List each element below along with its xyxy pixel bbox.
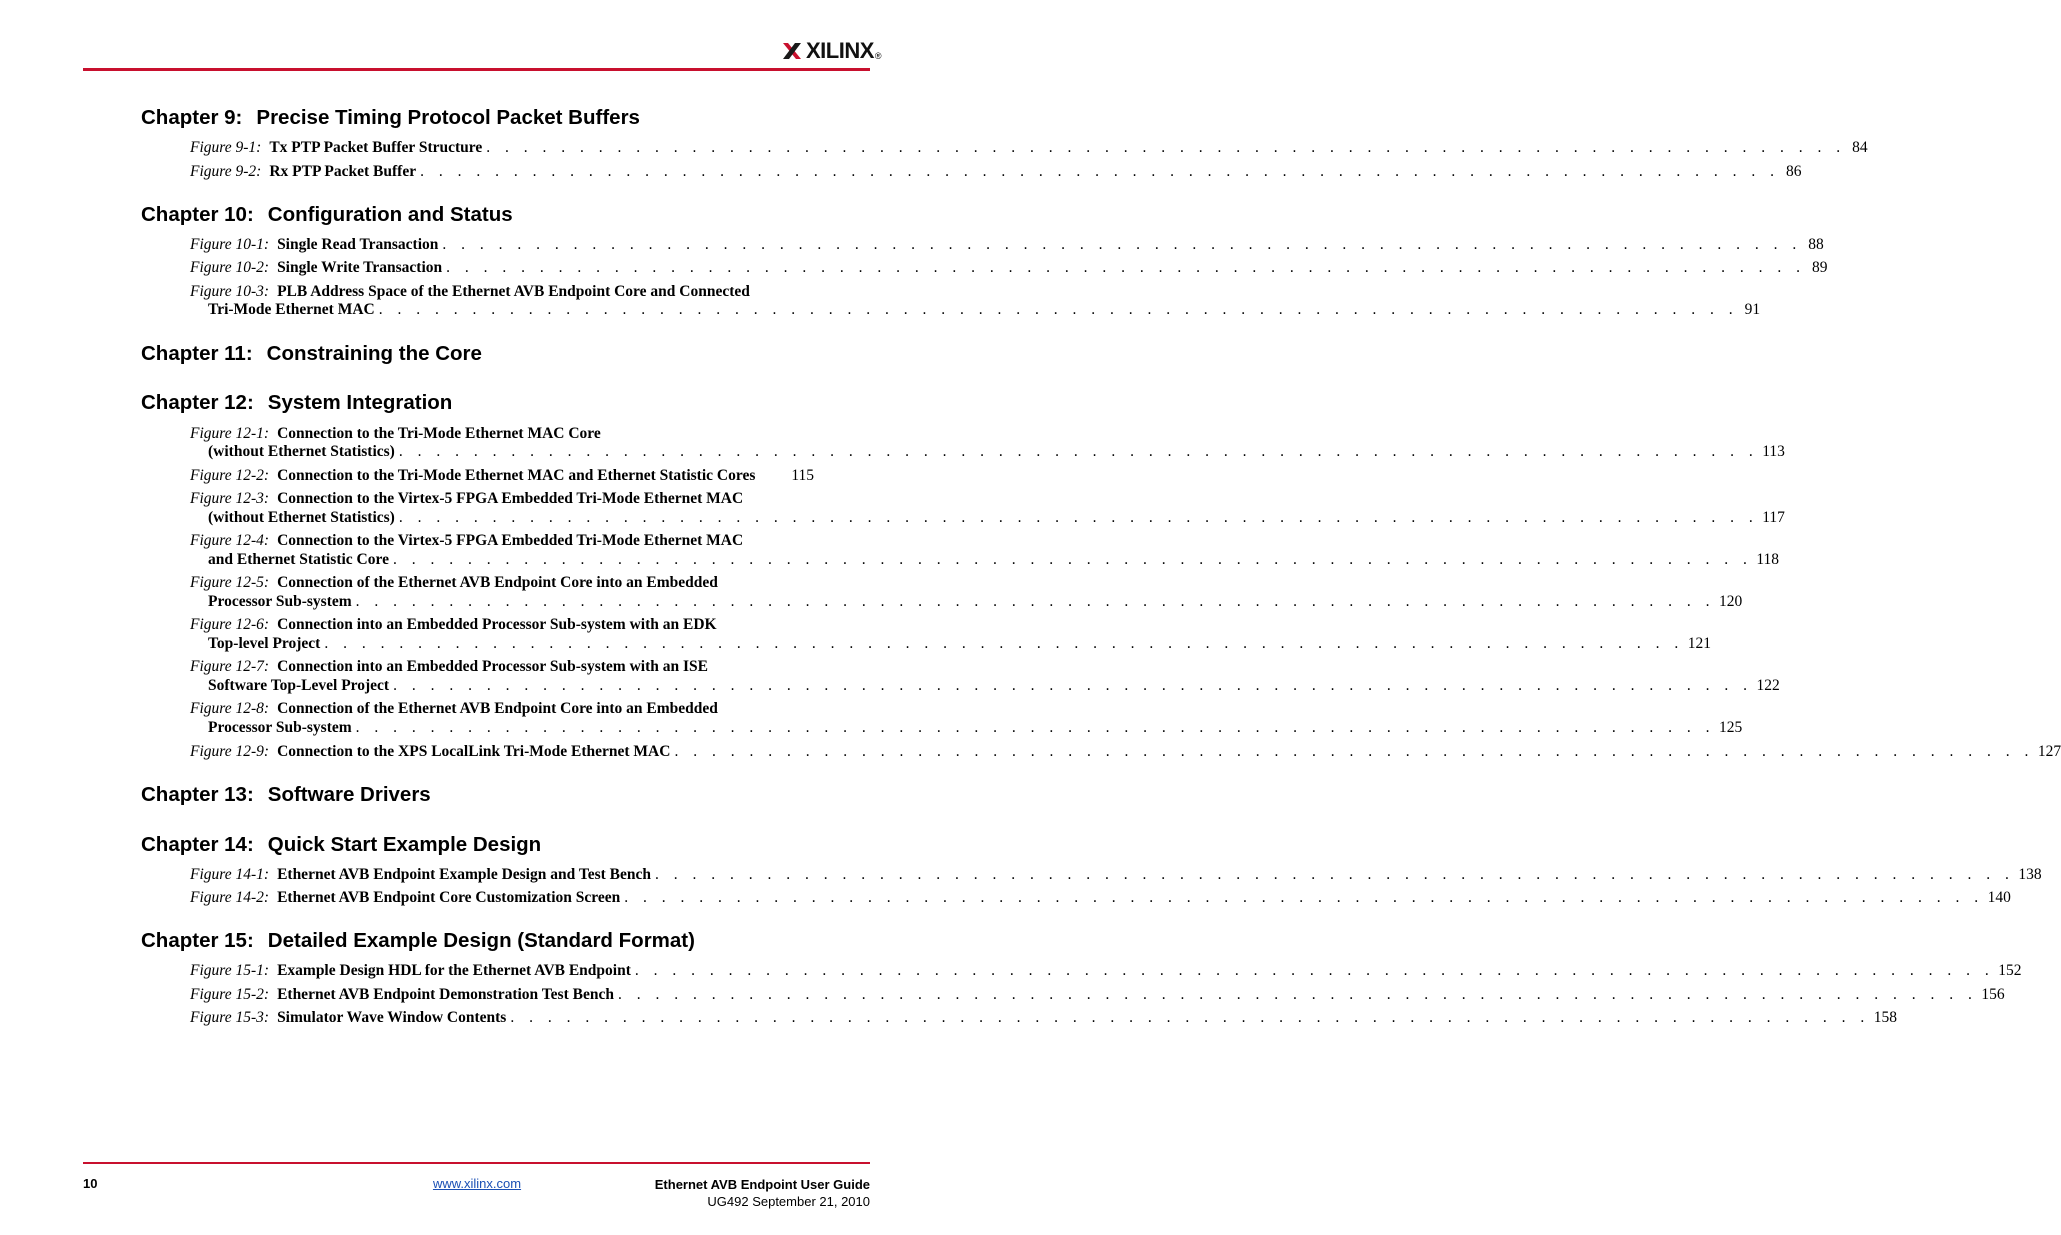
doc-id: UG492 September 21, 2010 [707, 1194, 870, 1209]
guide-title: Ethernet AVB Endpoint User Guide [654, 1177, 870, 1192]
chapter-heading: Chapter 10: Configuration and Status [141, 203, 513, 226]
toc-entry[interactable]: Figure 10-1: Single Read Transaction . . . . . . . . . . . . . . . . . . . . . . . . . . . . . . . . . . . . . . . . . . . . . . . . . . . . . . . . . . . . . . . . . . . . . . . . . 88 [190, 236, 1824, 253]
xilinx-logo [782, 38, 882, 64]
page-number: 10 [83, 1176, 98, 1191]
logo-registered-mark: ® [874, 51, 882, 61]
toc-entry[interactable]: Figure 15-1: Example Design HDL for the Ethernet AVB Endpoint . . . . . . . . . . . . . . . . . . . . . . . . . . . . . . . . . . . . . . . . . . . . . . . . . . . . . . . . . . . . . . . . . . . . . . . . . 152 [190, 962, 2022, 979]
toc-entry[interactable]: Figure 15-3: Simulator Wave Window Contents . . . . . . . . . . . . . . . . . . . . . . . . . . . . . . . . . . . . . . . . . . . . . . . . . . . . . . . . . . . . . . . . . . . . . . . . . 158 [190, 1009, 1897, 1026]
toc-entry[interactable]: Figure 12-5: Connection of the Ethernet AVB Endpoint Core into an Embedded [190, 574, 718, 591]
toc-entry[interactable]: Figure 10-2: Single Write Transaction . . . . . . . . . . . . . . . . . . . . . . . . . . . . . . . . . . . . . . . . . . . . . . . . . . . . . . . . . . . . . . . . . . . . . . . . . 89 [190, 259, 1828, 276]
toc-entry-continuation[interactable]: Software Top-Level Project . . . . . . . . . . . . . . . . . . . . . . . . . . . . . . . . . . . . . . . . . . . . . . . . . . . . . . . . . . . . . . . . . . . . . . . . . 122 [208, 677, 1780, 694]
toc-entry[interactable]: Figure 14-1: Ethernet AVB Endpoint Example Design and Test Bench . . . . . . . . . . . . . . . . . . . . . . . . . . . . . . . . . . . . . . . . . . . . . . . . . . . . . . . . . . . . . . . . . . . . . . . . . 138 [190, 866, 2042, 883]
chapter-heading: Chapter 11: Constraining the Core [141, 342, 482, 365]
toc-entry[interactable]: Figure 12-1: Connection to the Tri-Mode Ethernet MAC Core [190, 425, 601, 442]
website-link-text[interactable]: www.xilinx.com [432, 1176, 522, 1191]
toc-entry[interactable]: Figure 12-9: Connection to the XPS LocalLink Tri-Mode Ethernet MAC . . . . . . . . . . . . . . . . . . . . . . . . . . . . . . . . . . . . . . . . . . . . . . . . . . . . . . . . . . . . . . . . . . . . . . . . . 127 [190, 743, 2061, 760]
toc-entry[interactable]: Figure 12-3: Connection to the Virtex-5 FPGA Embedded Tri-Mode Ethernet MAC [190, 490, 744, 507]
toc-entry-continuation[interactable]: and Ethernet Statistic Core . . . . . . . . . . . . . . . . . . . . . . . . . . . . . . . . . . . . . . . . . . . . . . . . . . . . . . . . . . . . . . . . . . . . . . . . . 118 [208, 551, 1780, 568]
toc-entry[interactable]: Figure 14-2: Ethernet AVB Endpoint Core Customization Screen . . . . . . . . . . . . . . . . . . . . . . . . . . . . . . . . . . . . . . . . . . . . . . . . . . . . . . . . . . . . . . . . . . . . . . . . . 140 [190, 889, 2011, 906]
toc-entry[interactable]: Figure 9-1: Tx PTP Packet Buffer Structure . . . . . . . . . . . . . . . . . . . . . . . . . . . . . . . . . . . . . . . . . . . . . . . . . . . . . . . . . . . . . . . . . . . . . . . . . 84 [190, 139, 1868, 156]
logo-text: XILINX [806, 38, 874, 63]
chapter-heading: Chapter 15: Detailed Example Design (Standard Format) [141, 929, 695, 952]
toc-entry[interactable]: Figure 12-7: Connection into an Embedded Processor Sub-system with an ISE [190, 658, 708, 675]
chapter-heading: Chapter 12: System Integration [141, 391, 453, 414]
toc-entry[interactable]: Figure 12-4: Connection to the Virtex-5 FPGA Embedded Tri-Mode Ethernet MAC [190, 532, 744, 549]
xilinx-x-icon [782, 41, 802, 61]
toc-entry[interactable]: Figure 12-6: Connection into an Embedded Processor Sub-system with an EDK [190, 616, 717, 633]
toc-entry-continuation[interactable]: Tri-Mode Ethernet MAC . . . . . . . . . . . . . . . . . . . . . . . . . . . . . . . . . . . . . . . . . . . . . . . . . . . . . . . . . . . . . . . . . . . . . . . . . 91 [208, 301, 1761, 318]
toc-entry[interactable]: Figure 9-2: Rx PTP Packet Buffer . . . . . . . . . . . . . . . . . . . . . . . . . . . . . . . . . . . . . . . . . . . . . . . . . . . . . . . . . . . . . . . . . . . . . . . . . 86 [190, 163, 1802, 180]
toc-entry[interactable]: Figure 15-2: Ethernet AVB Endpoint Demonstration Test Bench . . . . . . . . . . . . . . . . . . . . . . . . . . . . . . . . . . . . . . . . . . . . . . . . . . . . . . . . . . . . . . . . . . . . . . . . . 156 [190, 986, 2005, 1003]
toc-entry-continuation[interactable]: Processor Sub-system . . . . . . . . . . . . . . . . . . . . . . . . . . . . . . . . . . . . . . . . . . . . . . . . . . . . . . . . . . . . . . . . . . . . . . . . . 120 [208, 593, 1743, 610]
footer-rule [83, 1162, 870, 1164]
chapter-heading: Chapter 13: Software Drivers [141, 783, 431, 806]
toc-entry[interactable]: Figure 12-8: Connection of the Ethernet AVB Endpoint Core into an Embedded [190, 700, 718, 717]
toc-entry[interactable]: Figure 12-2: Connection to the Tri-Mode Ethernet MAC and Ethernet Statistic Cores 115 [190, 467, 814, 484]
chapter-heading: Chapter 14: Quick Start Example Design [141, 833, 542, 856]
toc-entry-continuation[interactable]: (without Ethernet Statistics) . . . . . . . . . . . . . . . . . . . . . . . . . . . . . . . . . . . . . . . . . . . . . . . . . . . . . . . . . . . . . . . . . . . . . . . . . 113 [208, 443, 1785, 460]
header-rule [83, 68, 870, 71]
toc-entry-continuation[interactable]: Processor Sub-system . . . . . . . . . . . . . . . . . . . . . . . . . . . . . . . . . . . . . . . . . . . . . . . . . . . . . . . . . . . . . . . . . . . . . . . . . 125 [208, 719, 1743, 736]
footer-doc-info [655, 1176, 870, 1210]
toc-entry[interactable]: Figure 10-3: PLB Address Space of the Ethernet AVB Endpoint Core and Connected [190, 283, 750, 300]
toc-entry-continuation[interactable]: (without Ethernet Statistics) . . . . . . . . . . . . . . . . . . . . . . . . . . . . . . . . . . . . . . . . . . . . . . . . . . . . . . . . . . . . . . . . . . . . . . . . . 117 [208, 509, 1785, 526]
chapter-heading: Chapter 9: Precise Timing Protocol Packet Buffers [141, 106, 640, 129]
toc-entry-continuation[interactable]: Top-level Project . . . . . . . . . . . . . . . . . . . . . . . . . . . . . . . . . . . . . . . . . . . . . . . . . . . . . . . . . . . . . . . . . . . . . . . . . 121 [208, 635, 1711, 652]
